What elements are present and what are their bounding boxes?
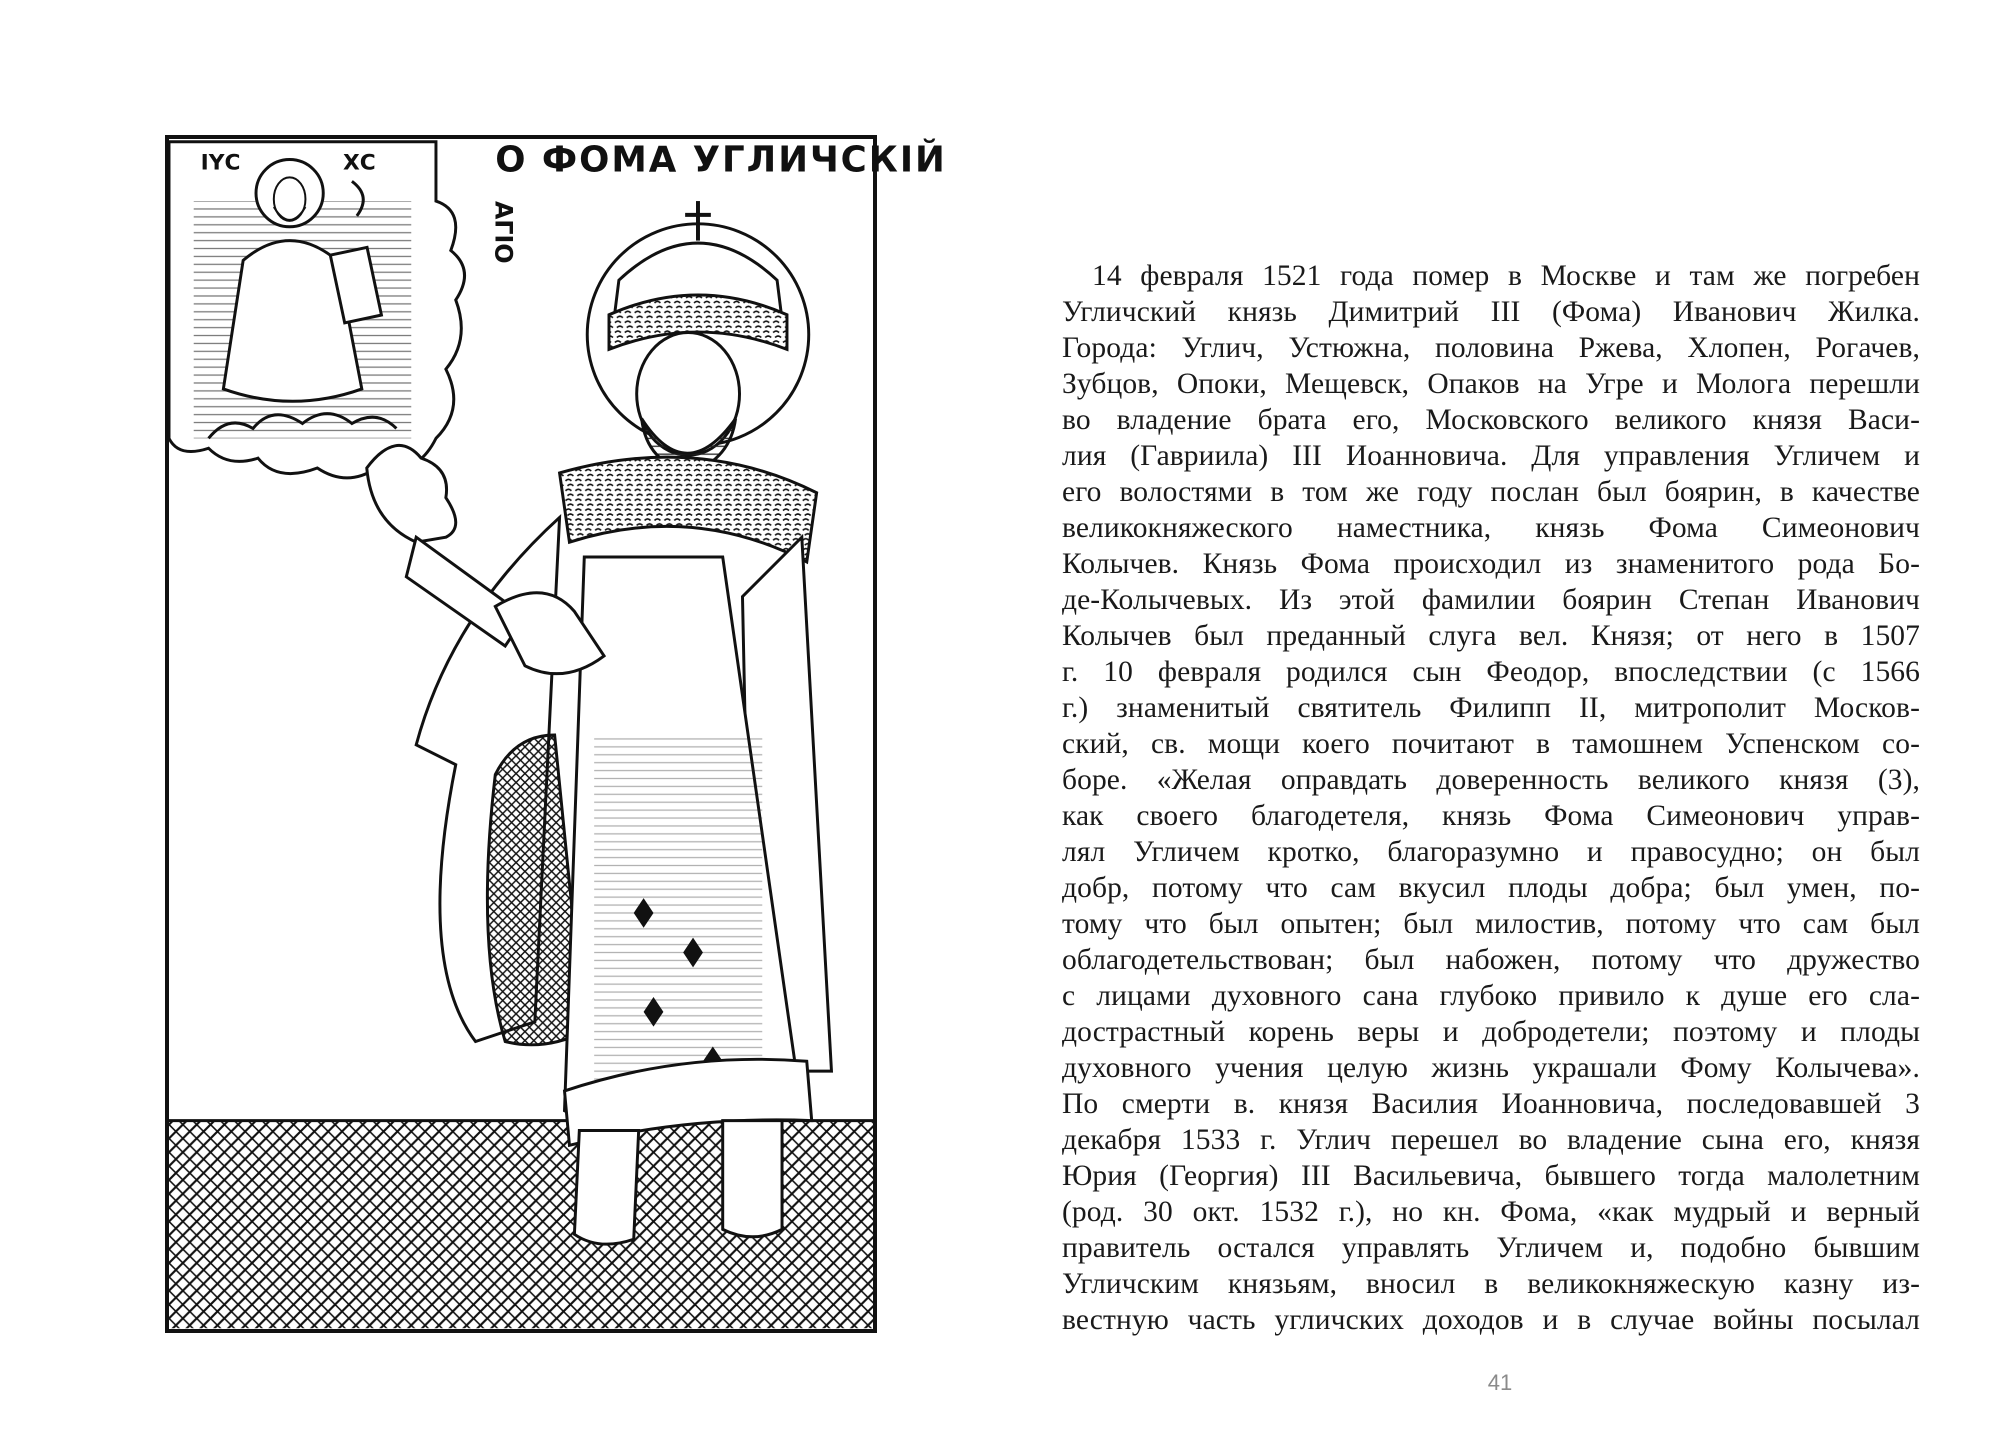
text-line: боре. «Желая оправдать доверенность великого князя (3),: [1062, 764, 1920, 796]
text-line: его волостями в том же году послан был боярин, в качестве: [1062, 476, 1920, 508]
text-line: 14 февраля 1521 года помер в Москве и там же погребен: [1092, 260, 1920, 292]
text-line: г. 10 февраля родился сын Феодор, впоследствии (с 1566: [1062, 656, 1920, 688]
text-line: де-Колычевых. Из этой фамилии боярин Степан Иванович: [1062, 584, 1920, 616]
text-line: лял Угличем кротко, благоразумно и правосудно; он был: [1062, 836, 1920, 868]
text-line: ский, св. мощи коего почитают в тамошнем Успенском со-: [1062, 728, 1920, 760]
text-line: облагодетельствован; был набожен, потому что дружество: [1062, 944, 1920, 976]
text-line: Города: Углич, Устюжна, половина Ржева, Хлопен, Рогачев,: [1062, 332, 1920, 364]
text-line: Угличским князьям, вносил в великокняжескую казну из-: [1062, 1268, 1920, 1300]
saint-icon-illustration: [165, 135, 947, 1333]
text-line: вестную часть угличских доходов и в случае войны посылал: [1062, 1304, 1920, 1336]
text-line: как своего благодетеля, князь Фома Симеонович управ-: [1062, 800, 1920, 832]
christ-in-clouds: [169, 142, 465, 478]
text-line: дострастный корень веры и добродетели; поэтому и плоды: [1062, 1016, 1920, 1048]
text-line: лия (Гавриила) III Иоанновича. Для управления Угличем и: [1062, 440, 1920, 472]
text-line: Колычев был преданный слуга вел. Князя; от него в 1507: [1062, 620, 1920, 652]
icon-vertical-caption: АГІΟ: [489, 201, 518, 264]
text-line: великокняжеского наместника, князь Фома Симеонович: [1062, 512, 1920, 544]
text-line: Угличский князь Димитрий III (Фома) Иванович Жилка.: [1062, 296, 1920, 328]
text-line: г.) знаменитый святитель Филипп II, митрополит Москов-: [1062, 692, 1920, 724]
text-line: с лицами духовного сана глубоко привило к душе его сла-: [1062, 980, 1920, 1012]
christ-monogram-right: ХС: [343, 150, 376, 176]
text-line: духовного учения целую жизнь украшали Фому Колычева».: [1062, 1052, 1920, 1084]
christ-monogram-left: ІҮС: [200, 150, 241, 176]
text-line: во владение брата его, Московского великого князя Васи-: [1062, 404, 1920, 436]
text-line: правитель остался управлять Угличем и, подобно бывшим: [1062, 1232, 1920, 1264]
text-line: декабря 1533 г. Углич перешел во владение сына его, князя: [1062, 1124, 1920, 1156]
text-line: Колычев. Князь Фома происходил из знаменитого рода Бо-: [1062, 548, 1920, 580]
icon-drawing: [169, 139, 947, 1329]
text-line: добр, потому что сам вкусил плоды добра; был умен, по-: [1062, 872, 1920, 904]
page-number: 41: [1487, 1370, 1513, 1395]
body-text: [1062, 258, 1920, 1338]
icon-caption: Ο ФОМА УГЛИЧСКІЙ: [495, 139, 947, 181]
text-line: тому что был опытен; был милостив, потому что сам был: [1062, 908, 1920, 940]
text-line: Зубцов, Опоки, Мещевск, Опаков на Угре и Молога перешли: [1062, 368, 1920, 400]
text-line: По смерти в. князя Василия Иоанновича, последовавшей 3: [1062, 1088, 1920, 1120]
text-line: Юрия (Георгия) III Васильевича, бывшего тогда малолетним: [1062, 1160, 1920, 1192]
text-line: (род. 30 окт. 1532 г.), но кн. Фома, «как мудрый и верный: [1062, 1196, 1920, 1228]
